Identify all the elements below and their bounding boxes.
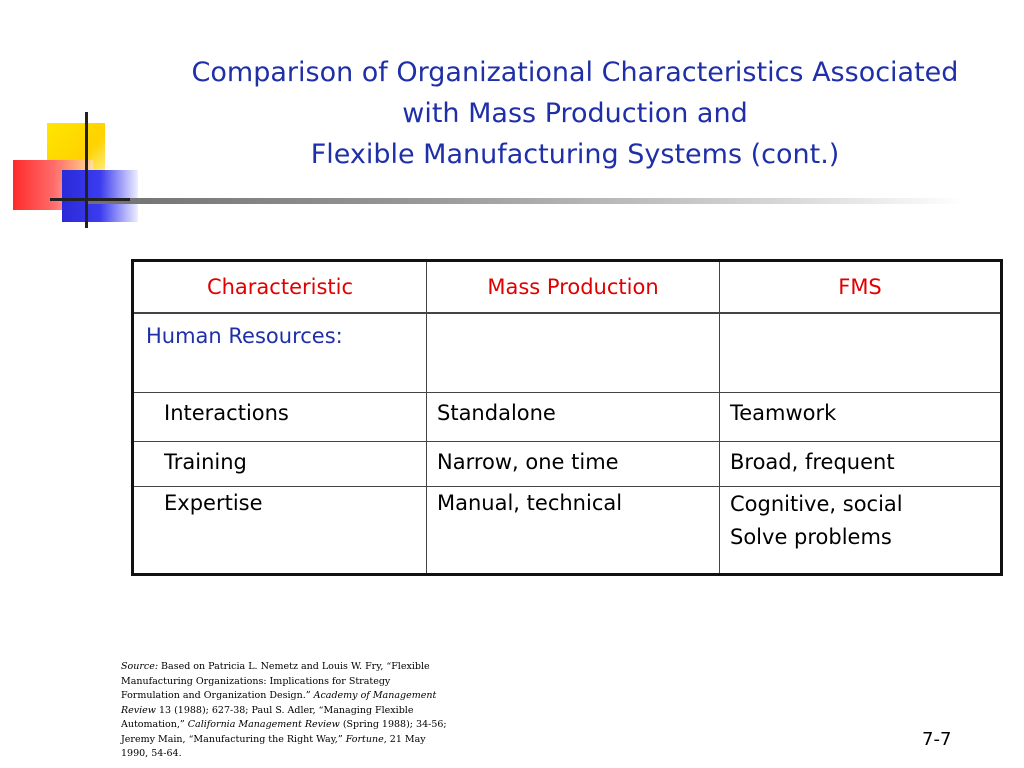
source-citation bbox=[121, 660, 451, 762]
source-label: Source: bbox=[121, 661, 159, 672]
table-cell-empty bbox=[427, 313, 720, 393]
source-journal-1: Academy of Management Review bbox=[121, 690, 437, 716]
table-row-category bbox=[133, 313, 1002, 393]
page-number: 7-7 bbox=[922, 729, 952, 750]
source-text-1: Based on Patricia L. Nemetz and Louis W. Fry, “Flexible Manufacturing Organizations: Implications for Strategy Formulation and Organization Design.” bbox=[121, 661, 430, 701]
table-row bbox=[133, 442, 1002, 487]
table-row bbox=[133, 393, 1002, 442]
fms-line-1: Cognitive, social bbox=[730, 492, 903, 516]
header-characteristic: Characteristic bbox=[133, 261, 427, 314]
header-fms: FMS bbox=[720, 261, 1002, 314]
logo-horizontal-line bbox=[50, 198, 130, 201]
logo-blue-square bbox=[62, 170, 138, 222]
title-line-2: with Mass Production and bbox=[402, 98, 748, 129]
title-line-3: Flexible Manufacturing Systems (cont.) bbox=[310, 139, 840, 170]
source-text-3: (Spring 1988); 34-56; Jeremy Main, “Manufacturing the Right Way,” bbox=[121, 719, 447, 745]
cell-characteristic: Interactions bbox=[133, 393, 427, 442]
source-journal-3: Fortune bbox=[345, 733, 384, 745]
cell-mass-production: Standalone bbox=[427, 393, 720, 442]
source-journal-2: California Management Review bbox=[187, 719, 340, 730]
source-text-4: , 21 May 1990, 54-64. bbox=[121, 733, 426, 759]
title-line-1: Comparison of Organizational Characteristics Associated bbox=[191, 57, 959, 88]
cell-fms bbox=[720, 487, 1002, 575]
category-label: Human Resources: bbox=[133, 313, 427, 393]
cell-mass-production: Narrow, one time bbox=[427, 442, 720, 487]
cell-characteristic: Training bbox=[133, 442, 427, 487]
header-mass-production: Mass Production bbox=[427, 261, 720, 314]
slide-title bbox=[150, 52, 1000, 175]
title-underline-rule bbox=[85, 198, 965, 204]
cell-characteristic: Expertise bbox=[133, 487, 427, 575]
fms-line-2: Solve problems bbox=[730, 525, 892, 549]
cell-fms: Teamwork bbox=[720, 393, 1002, 442]
table-row bbox=[133, 487, 1002, 575]
logo-vertical-line bbox=[85, 112, 88, 228]
table-header-row bbox=[133, 261, 1002, 314]
cell-mass-production: Manual, technical bbox=[427, 487, 720, 575]
table-cell-empty bbox=[720, 313, 1002, 393]
comparison-table bbox=[131, 259, 1003, 576]
source-text-2: 13 (1988); 627-38; Paul S. Adler, “Managing Flexible Automation,” bbox=[121, 704, 414, 730]
cell-fms: Broad, frequent bbox=[720, 442, 1002, 487]
